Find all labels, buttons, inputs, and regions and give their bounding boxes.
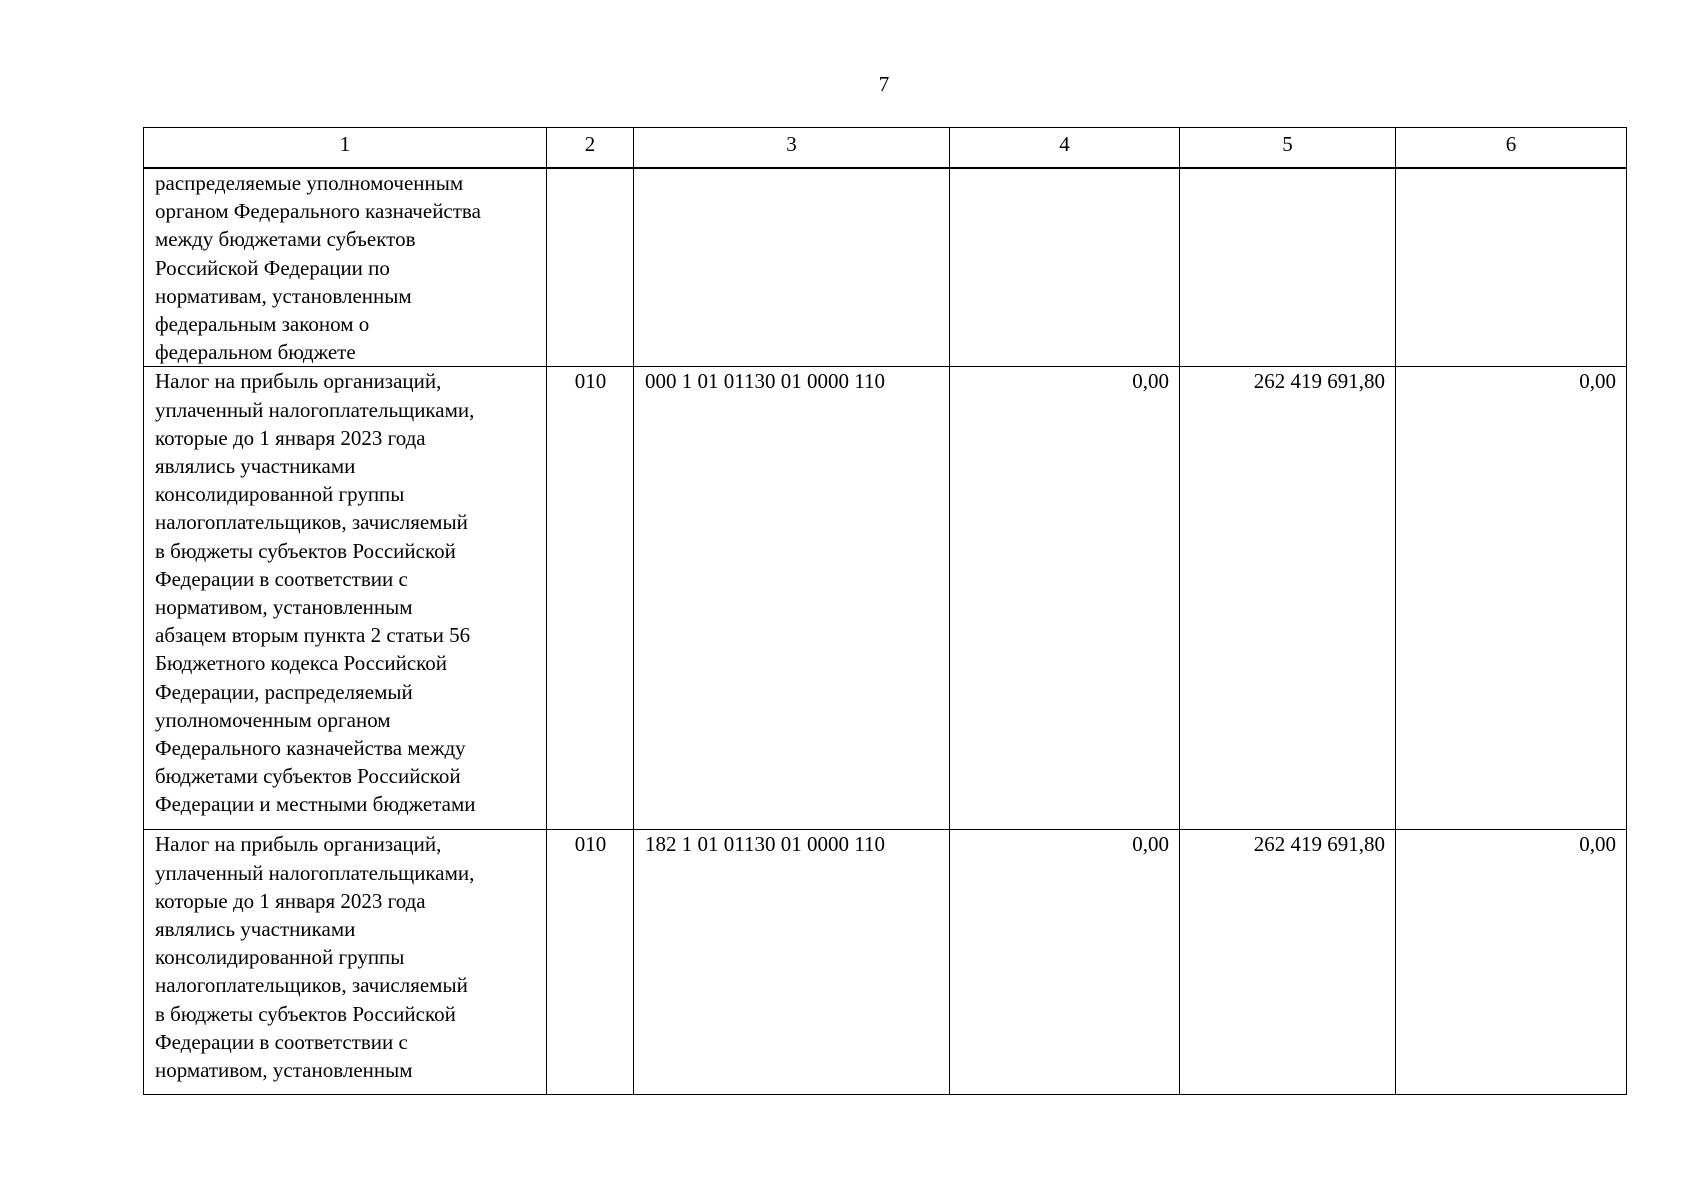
column-header-6: 6 (1396, 128, 1627, 169)
page-number: 7 (878, 72, 890, 96)
line-code-cell (547, 168, 634, 367)
table-row (144, 367, 1627, 830)
income-name-text: распределяемые уполномоченным органом Федерального казначейства между бюджетами субъектов Российской Федерации по нормативам, установленным федеральным законом о федеральном бюджете (155, 171, 481, 365)
amount-col4-cell: 0,00 (950, 830, 1180, 1095)
income-code-cell: 182 1 01 01130 01 0000 110 (634, 830, 950, 1095)
income-name-text: Налог на прибыль организаций, уплаченный налогоплательщиками, которые до 1 января 2023 года являлись участниками консолидированной группы налогоплательщиков, зачисляемый в бюджеты субъектов Российской Федерации в соответствии с нормативом, установленным (155, 832, 475, 1083)
amount-col4-cell (950, 168, 1180, 367)
column-header-4: 4 (950, 128, 1180, 169)
income-name-text: Налог на прибыль организаций, уплаченный налогоплательщиками, которые до 1 января 2023 года являлись участниками консолидированной группы налогоплательщиков, зачисляемый в бюджеты субъектов Российской Федерации в соответствии с нормативом, установленным абзацем вторым пункта 2 статьи 56 Бюджетного кодекса Российской Федерации, распределяемый уполномоченным органом Федерального казначейства между бюджетами субъектов Российской Федерации и местными бюджетами (155, 369, 476, 817)
column-header-5: 5 (1180, 128, 1396, 169)
line-code-cell: 010 (547, 367, 634, 830)
column-number-header-row (144, 128, 1627, 169)
income-name-cell (144, 830, 547, 1095)
amount-col6-cell: 0,00 (1396, 830, 1627, 1095)
column-header-2: 2 (547, 128, 634, 169)
amount-col5-cell: 262 419 691,80 (1180, 367, 1396, 830)
column-header-3: 3 (634, 128, 950, 169)
amount-col6-cell (1396, 168, 1627, 367)
amount-col4-cell: 0,00 (950, 367, 1180, 830)
amount-col5-cell: 262 419 691,80 (1180, 830, 1396, 1095)
income-code-cell (634, 168, 950, 367)
income-name-cell (144, 367, 547, 830)
income-code-cell: 000 1 01 01130 01 0000 110 (634, 367, 950, 830)
amount-col6-cell: 0,00 (1396, 367, 1627, 830)
income-name-cell (144, 168, 547, 367)
amount-col5-cell (1180, 168, 1396, 367)
budget-income-table (143, 127, 1627, 1095)
column-header-1: 1 (144, 128, 547, 169)
line-code-cell: 010 (547, 830, 634, 1095)
table-row (144, 168, 1627, 367)
table-row (144, 830, 1627, 1095)
